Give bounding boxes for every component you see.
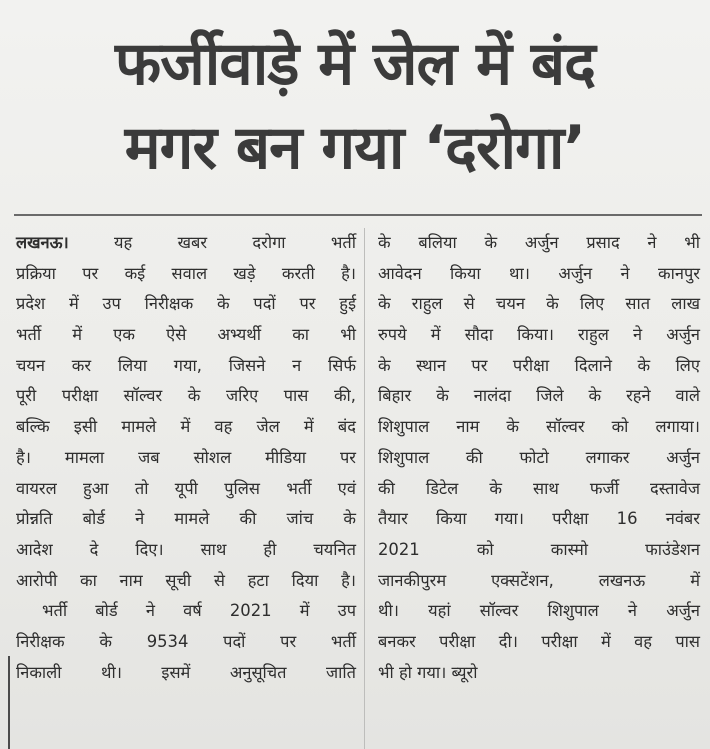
article-line: निकाली थी। इसमें अनुसूचित जाति: [16, 662, 356, 682]
article-column-right: [378, 228, 700, 688]
article-line: बल्कि इसी मामले में वह जेल में बंद: [16, 417, 356, 437]
article-line: के बलिया के अर्जुन प्रसाद ने भी: [378, 233, 700, 252]
article-line: भी हो गया। ब्यूरो: [378, 662, 478, 682]
headline-line-1: फर्जीवाड़े में जेल में बंद: [115, 29, 595, 99]
article-line: प्रदेश में उप निरीक्षक के पदों पर हुई: [16, 294, 356, 314]
article-line: शिशुपाल की फोटो लगाकर अर्जुन: [378, 447, 700, 467]
article-line: शिशुपाल नाम के सॉल्वर को लगाया।: [378, 417, 700, 437]
article-line: आदेश दे दिए। साथ ही चयनित: [16, 539, 356, 559]
article-line: की डिटेल के साथ फर्जी दस्तावेज: [378, 478, 700, 498]
article-line: रुपये में सौदा किया। राहुल ने अर्जुन: [378, 325, 700, 345]
article-line: के राहुल से चयन के लिए सात लाख: [378, 294, 700, 314]
article-line: तैयार किया गया। परीक्षा 16 नवंबर: [378, 509, 700, 529]
article-line: बनकर परीक्षा दी। परीक्षा में वह पास: [378, 631, 700, 651]
article-line-text: यह खबर दरोगा भर्ती: [114, 233, 356, 252]
headline-divider: [14, 214, 702, 216]
article-line: निरीक्षक के 9534 पदों पर भर्ती: [16, 631, 356, 651]
dateline: लखनऊ।: [16, 233, 69, 252]
article-line: पूरी परीक्षा सॉल्वर के जरिए पास की,: [16, 386, 356, 406]
column-rule-mark: [8, 656, 10, 749]
article-line: [16, 228, 356, 259]
article-line: है। मामला जब सोशल मीडिया पर: [16, 447, 356, 467]
article-line: के स्थान पर परीक्षा दिलाने के लिए: [378, 355, 700, 375]
article-column-left: [16, 228, 356, 688]
article-line: आवेदन किया था। अर्जुन ने कानपुर: [378, 263, 700, 283]
article-line: चयन कर लिया गया, जिसने न सिर्फ: [16, 355, 356, 375]
article-line: जानकीपुरम एक्सटेंशन, लखनऊ में: [378, 570, 700, 590]
article-line: आरोपी का नाम सूची से हटा दिया है।: [16, 570, 356, 590]
article-line: वायरल हुआ तो यूपी पुलिस भर्ती एवं: [16, 478, 356, 498]
column-gutter: [364, 228, 365, 749]
article-line: प्रक्रिया पर कई सवाल खड़े करती है।: [16, 263, 356, 283]
headline: [0, 22, 710, 190]
article-line: भर्ती में एक ऐसे अभ्यर्थी का भी: [16, 325, 356, 345]
article-line: भर्ती बोर्ड ने वर्ष 2021 में उप: [42, 601, 356, 621]
article-line: बिहार के नालंदा जिले के रहने वाले: [378, 386, 700, 406]
headline-line-2: मगर बन गया ‘दरोगा’: [124, 113, 586, 183]
article-line: प्रोन्नति बोर्ड ने मामले की जांच के: [16, 509, 356, 529]
article-line: 2021 को कास्मो फाउंडेशन: [378, 539, 700, 559]
article-line: थी। यहां सॉल्वर शिशुपाल ने अर्जुन: [378, 601, 700, 621]
